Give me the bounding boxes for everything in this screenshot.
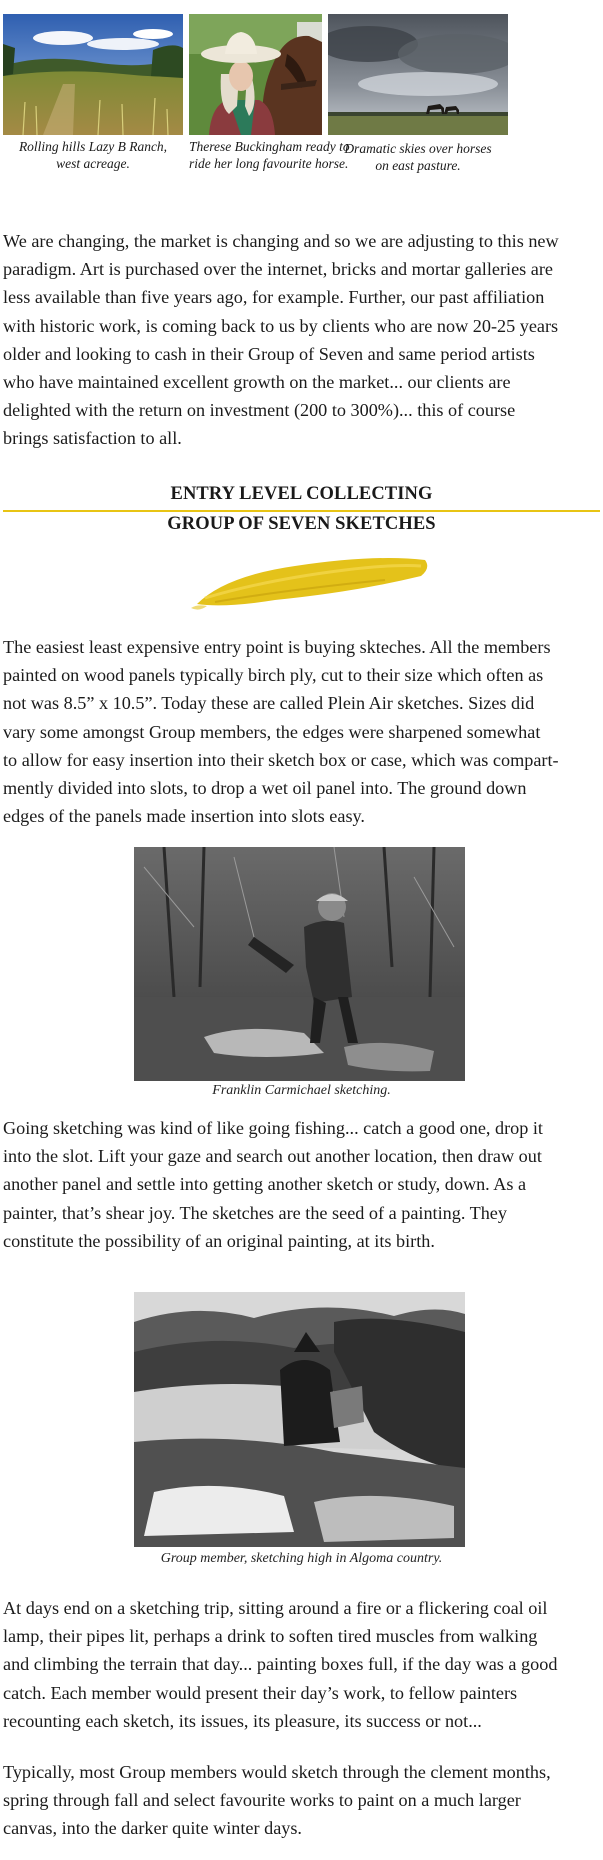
photo-rider-horse	[189, 14, 322, 135]
sketches-paragraph: The easiest least expensive entry point is buying skteches. All the members painted on wood panels typically birch ply, cut to their size which often as not was 8.5” x 10.5”. Today these are called Plein Air sketches. Sizes did vary some amongst Group members, the edges were sharpened somewhat to allow for easy insertion into their sketch box or case, which was compart- mently divided into slots, to drop a wet oil panel into. The ground down edges of the panels made insertion into slots easy.	[3, 637, 559, 827]
figure2-caption: Group member, sketching high in Algoma country.	[160, 1551, 443, 1566]
photo-rolling-hills	[3, 14, 183, 135]
intro-paragraph: We are changing, the market is changing and so we are adjusting to this new paradigm. Art is purchased over the internet, bricks and mortar galleries are less available than five years ago, for example. Further, our past affiliation with historic work, is coming back to us by clients who are now 20-25 years older and looking to cash in their Group of Seven and same period artists who have maintained excellent growth on the market... our clients are delighted with the return on investment (200 to 300%)... this of course brings satisfaction to all.	[3, 231, 559, 449]
photo-algoma-sketching	[134, 1292, 465, 1547]
evening-paragraph: At days end on a sketching trip, sitting around a fire or a flickering coal oil lamp, their pipes lit, perhaps a drink to soften tired muscles from walking and climbing the terrain that day... painting boxes full, if the day was a good catch. Each member would present their day’s work, to fellow painters recounting each sketch, its issues, its pleasure, its success or not...	[3, 1598, 558, 1731]
photo-caption-skies: Dramatic skies over horses on east pasture.	[344, 141, 492, 173]
photo-caption-rider: Therese Buckingham ready to ride her long favourite horse.	[189, 139, 350, 171]
section-heading-bottom: GROUP OF SEVEN SKETCHES	[167, 514, 436, 534]
winter-paragraph: Typically, most Group members would sketch through the clement months, spring through fall and select favourite works to paint on a much larger canvas, into the darker quite winter days.	[3, 1762, 551, 1839]
figure1-caption: Franklin Carmichael sketching.	[212, 1083, 391, 1098]
brush-stroke-decoration	[185, 546, 435, 616]
photo-dramatic-skies	[328, 14, 508, 135]
photo-carmichael-sketching	[134, 847, 465, 1081]
photo-caption-landscape: Rolling hills Lazy B Ranch, west acreage.	[18, 139, 168, 171]
section-heading-top: ENTRY LEVEL COLLECTING	[170, 484, 433, 504]
heading-divider	[3, 510, 600, 512]
fishing-paragraph: Going sketching was kind of like going fishing... catch a good one, drop it into the slot. Lift your gaze and search out another location, then draw out another panel and settle into getting another sketch or study, down. As a painter, that’s shear joy. The sketches are the seed of a painting. They constitute the possibility of an original painting, at its birth.	[3, 1118, 543, 1251]
photo-row	[3, 14, 600, 174]
